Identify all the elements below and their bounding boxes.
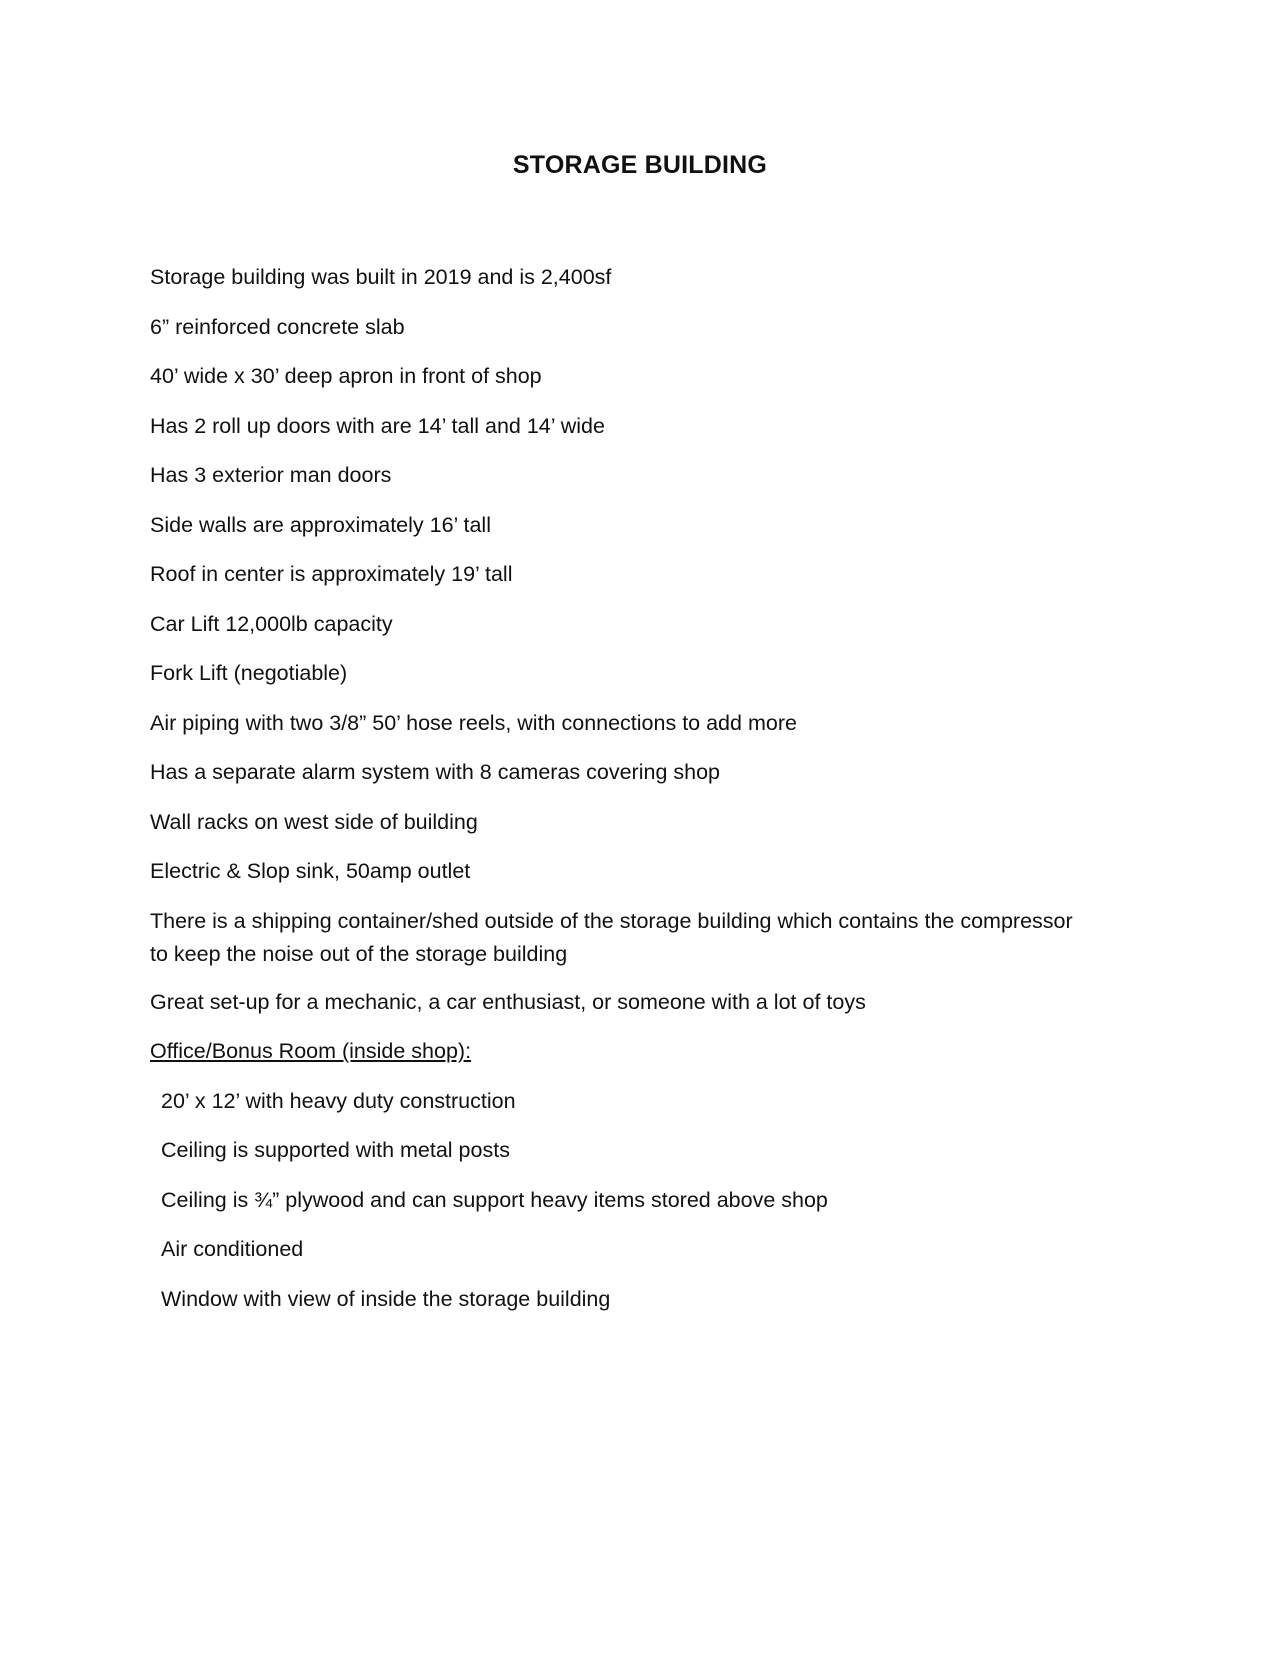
list-item: Car Lift 12,000lb capacity — [150, 611, 393, 636]
list-item: Has a separate alarm system with 8 cameras covering shop — [150, 760, 720, 784]
list-item: Has 2 roll up doors with are 14’ tall and 14’ wide — [150, 413, 605, 438]
list-item: Great set-up for a mechanic, a car enthusiast, or someone with a lot of toys — [150, 989, 866, 1014]
document-body — [150, 261, 1080, 1332]
office-list-item: Ceiling is ¾” plywood and can support heavy items stored above shop — [161, 1187, 828, 1212]
list-item: Has 3 exterior man doors — [150, 463, 392, 487]
list-item: Side walls are approximately 16’ tall — [150, 512, 491, 537]
office-list-item: Air conditioned — [161, 1237, 304, 1261]
list-item: Roof in center is approximately 19’ tall — [150, 562, 513, 586]
office-list-item: Ceiling is supported with metal posts — [161, 1138, 510, 1162]
list-item: Electric & Slop sink, 50amp outlet — [150, 859, 471, 883]
list-item: Fork Lift (negotiable) — [150, 661, 348, 685]
list-item: There is a shipping container/shed outside of the storage building which contains the compressor to keep the noise out of the storage building — [150, 908, 1073, 966]
list-item: 40’ wide x 30’ deep apron in front of shop — [150, 364, 542, 388]
office-list-item: Window with view of inside the storage building — [161, 1286, 611, 1311]
list-item: Wall racks on west side of building — [150, 809, 478, 834]
page-title: STORAGE BUILDING — [512, 151, 768, 179]
office-list-item: 20’ x 12’ with heavy duty construction — [161, 1088, 516, 1113]
list-item: Air piping with two 3/8” 50’ hose reels, with connections to add more — [150, 710, 797, 735]
list-item: 6” reinforced concrete slab — [150, 314, 405, 339]
office-section-heading: Office/Bonus Room (inside shop): — [150, 1039, 472, 1063]
list-item: Storage building was built in 2019 and is 2,400sf — [150, 265, 612, 289]
